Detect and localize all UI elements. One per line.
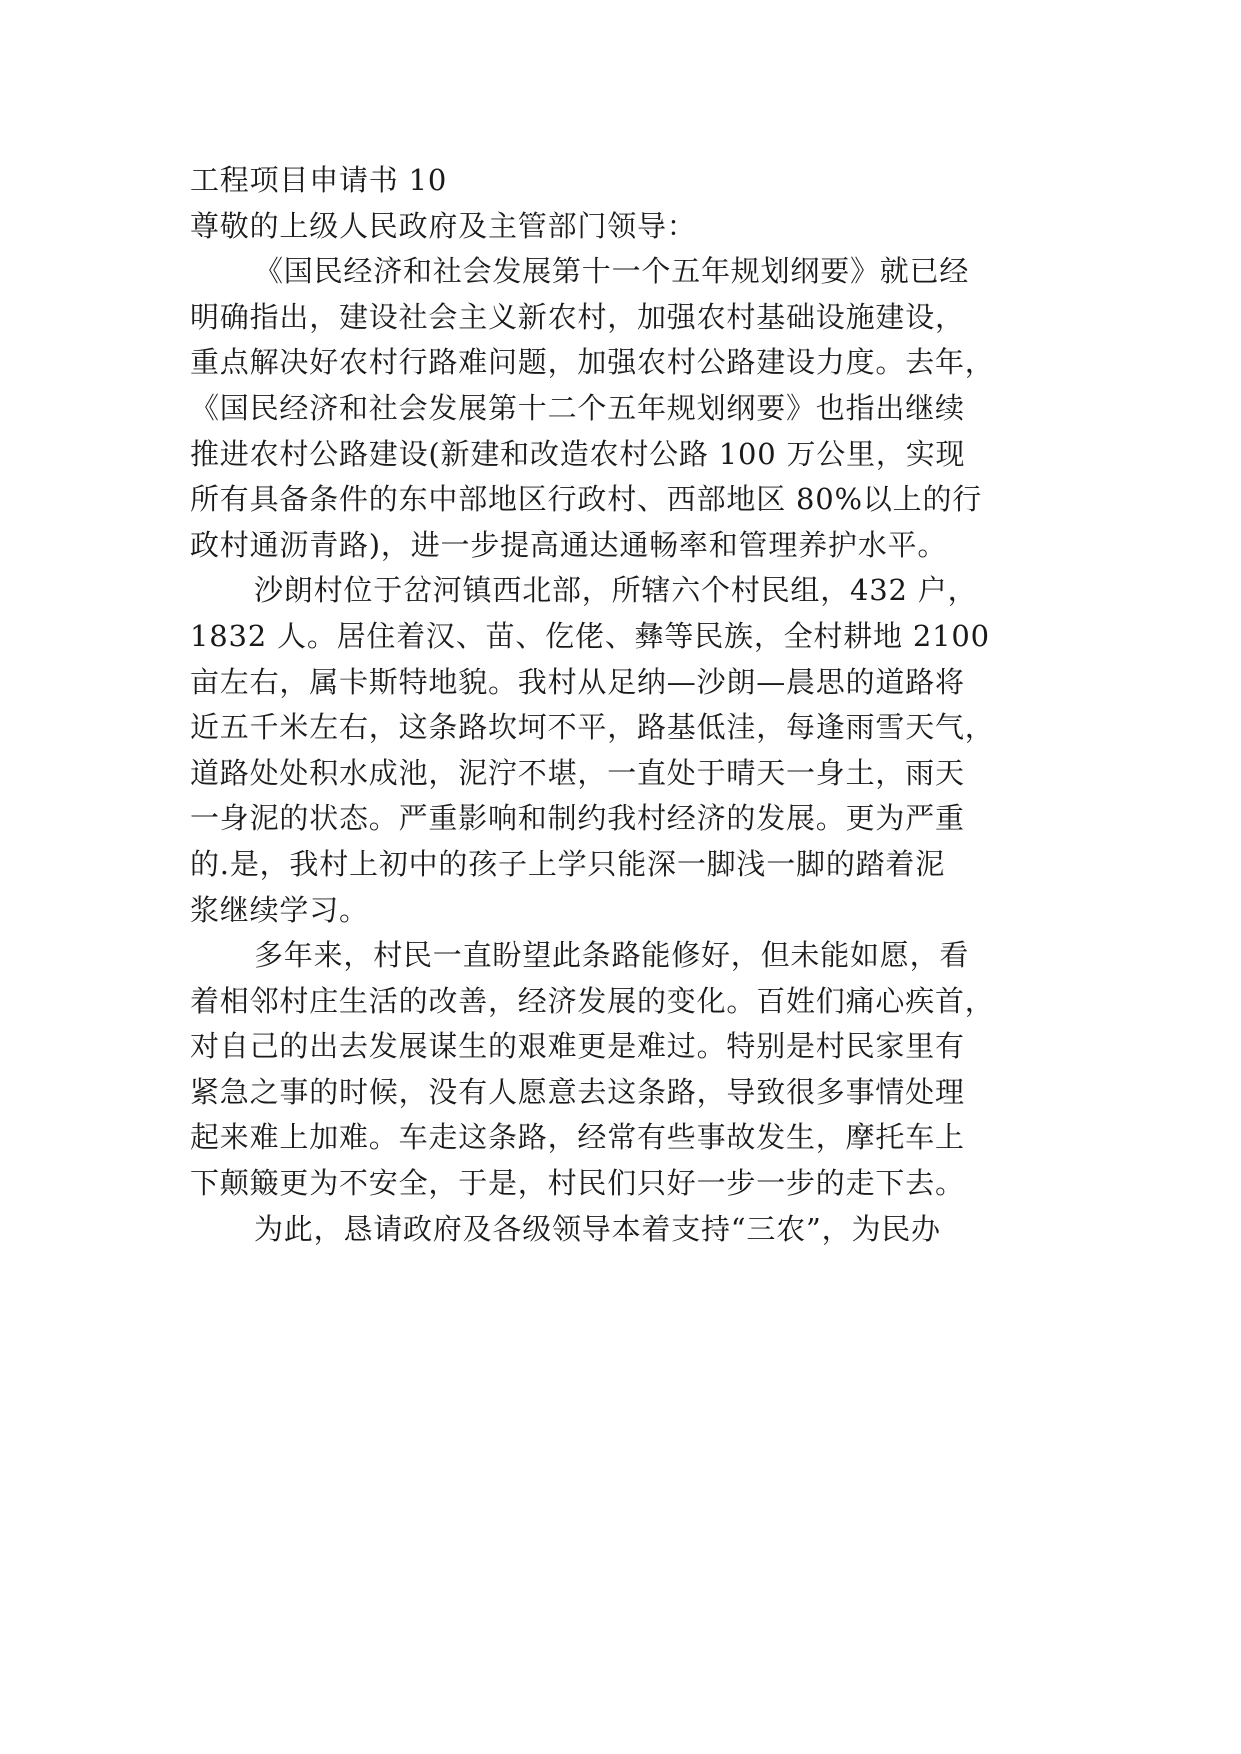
body-line: 浆继续学习。 [190,892,369,927]
body-line: 多年来，村民一直盼望此条路能修好，但未能如愿，看 [254,938,970,973]
body-line: 沙朗村位于岔河镇西北部，所辖六个村民组，432 户， [254,573,978,608]
body-line: 亩左右，属卡斯特地貌。我村从足纳—沙朗—晨思的道路将 [190,664,965,699]
body-line: 的.是，我村上初中的孩子上学只能深一脚浅一脚的踏着泥 [190,846,946,881]
body-line: 近五千米左右，这条路坎坷不平，路基低洼，每逢雨雪天气， [190,710,995,745]
body-line: 起来难上加难。车走这条路，经常有些事故发生，摩托车上 [190,1120,965,1155]
body-line: 下颠簸更为不安全，于是，村民们只好一步一步的走下去。 [190,1166,965,1201]
body-line: 《国民经济和社会发展第十二个五年规划纲要》也指出继续 [190,390,965,425]
body-line: 《国民经济和社会发展第十一个五年规划纲要》就已经 [254,254,970,289]
body-line: 明确指出，建设社会主义新农村，加强农村基础设施建设， [190,299,965,334]
body-line: 所有具备条件的东中部地区行政村、西部地区 80%以上的行 [190,482,983,517]
body-line: 政村通沥青路)，进一步提高通达通畅率和管理养护水平。 [190,527,948,562]
body-line: 对自己的出去发展谋生的艰难更是难过。特别是村民家里有 [190,1029,965,1064]
body-line: 一身泥的状态。严重影响和制约我村经济的发展。更为严重 [190,801,965,836]
body-line: 推进农村公路建设(新建和改造农村公路 100 万公里，实现 [190,436,966,471]
body-line: 重点解决好农村行路难问题，加强农村公路建设力度。去年， [190,345,995,380]
body-line: 为此，恳请政府及各级领导本着支持“三农”，为民办 [254,1211,941,1246]
body-line: 道路处处积水成池，泥泞不堪，一直处于晴天一身土，雨天 [190,755,965,790]
body-line: 着相邻村庄生活的改善，经济发展的变化。百姓们痛心疾首， [190,983,995,1018]
document-title: 工程项目申请书 10 [190,163,448,197]
body-line: 1832 人。居住着汉、苗、仡佬、彝等民族，全村耕地 2100 [190,618,990,653]
body-line: 紧急之事的时候，没有人愿意去这条路，导致很多事情处理 [190,1074,965,1109]
salutation: 尊敬的上级人民政府及主管部门领导： [190,208,697,243]
document-body [190,158,1050,1252]
